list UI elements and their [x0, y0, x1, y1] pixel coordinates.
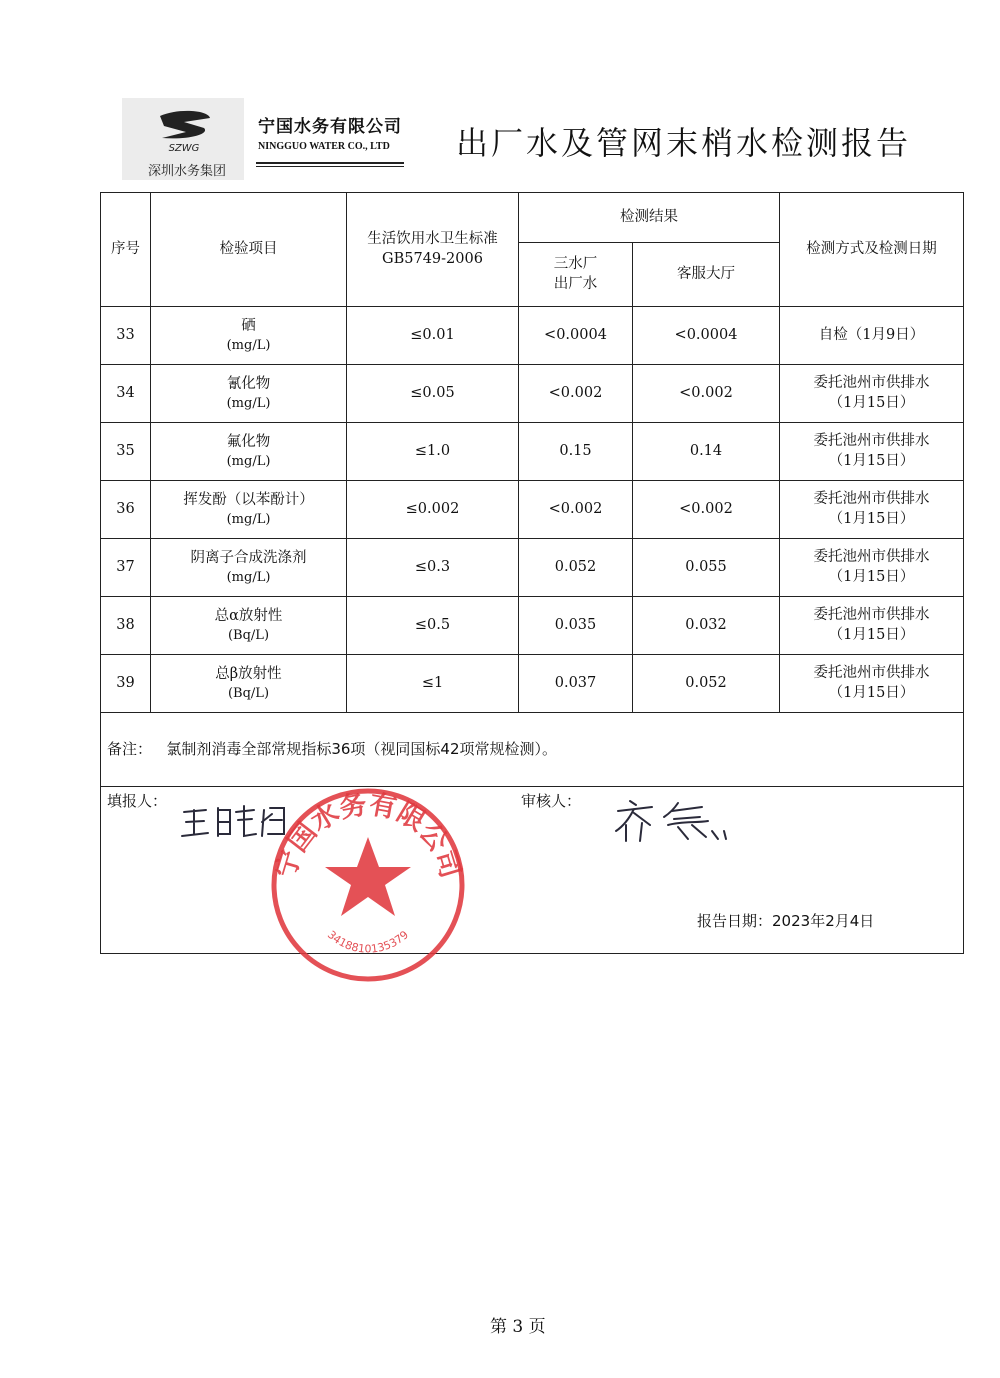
- company-logo: [150, 108, 218, 154]
- item-unit: (mg/L): [226, 337, 271, 353]
- row-item: [151, 539, 347, 597]
- row-plant: 0.035: [519, 597, 633, 655]
- header-no: 序号: [101, 193, 151, 307]
- method-line1: 委托池州市供排水: [813, 490, 930, 507]
- row-hall: 0.14: [633, 423, 780, 481]
- method-line1: 委托池州市供排水: [813, 664, 930, 681]
- method-line1: 委托池州市供排水: [813, 374, 930, 391]
- header-standard-code: GB5749-2006: [382, 250, 483, 267]
- company-name-cn: 宁国水务有限公司: [258, 117, 402, 137]
- header-plant-line1: 三水厂: [553, 255, 598, 272]
- row-no: 33: [101, 307, 151, 365]
- seal-text: 宁国水务有限公司: [270, 789, 466, 882]
- method-line1: 委托池州市供排水: [813, 548, 930, 565]
- row-no: 34: [101, 365, 151, 423]
- item-name: 氟化物: [226, 433, 271, 450]
- row-plant: 0.037: [519, 655, 633, 713]
- table-row: [101, 539, 964, 597]
- row-plant: 0.15: [519, 423, 633, 481]
- row-plant: 0.052: [519, 539, 633, 597]
- item-unit: (mg/L): [226, 569, 271, 585]
- logo-text: SZWG: [168, 143, 200, 154]
- company-name-en: NINGGUO WATER CO., LTD: [258, 141, 390, 152]
- company-underline: [256, 162, 404, 167]
- row-hall: 0.032: [633, 597, 780, 655]
- method-line2: （1月15日）: [828, 684, 915, 701]
- row-method: [780, 481, 964, 539]
- reviewer-label: 审核人：: [521, 792, 582, 810]
- filler-label: 填报人：: [107, 792, 168, 810]
- row-method: [780, 423, 964, 481]
- method-line1: 委托池州市供排水: [813, 606, 930, 623]
- row-plant: <0.002: [519, 365, 633, 423]
- row-no: 39: [101, 655, 151, 713]
- table-row: [101, 307, 964, 365]
- method-line2: （1月15日）: [828, 452, 915, 469]
- item-unit: (Bq/L): [227, 685, 270, 701]
- row-hall: 0.055: [633, 539, 780, 597]
- row-standard: ≤0.5: [347, 597, 519, 655]
- row-item: [151, 365, 347, 423]
- company-seal: [268, 785, 468, 985]
- report-date-value: 2023年2月4日: [772, 912, 875, 930]
- note-label: 备注：: [107, 740, 153, 759]
- table-row: [101, 597, 964, 655]
- row-item: [151, 481, 347, 539]
- row-standard: ≤1.0: [347, 423, 519, 481]
- row-plant: <0.002: [519, 481, 633, 539]
- row-plant: <0.0004: [519, 307, 633, 365]
- report-date: [697, 911, 874, 931]
- row-no: 35: [101, 423, 151, 481]
- method-line1: 委托池州市供排水: [813, 432, 930, 449]
- header-standard: [347, 193, 519, 307]
- row-item: [151, 597, 347, 655]
- row-no: 37: [101, 539, 151, 597]
- method-line2: （1月15日）: [828, 568, 915, 585]
- row-standard: ≤1: [347, 655, 519, 713]
- report-date-label: 报告日期：: [697, 912, 773, 930]
- row-method: [780, 307, 964, 365]
- table-row: [101, 655, 964, 713]
- row-item: [151, 423, 347, 481]
- note-text: 氯制剂消毒全部常规指标36项（视同国标42项常规检测）。: [166, 740, 558, 759]
- row-hall: <0.0004: [633, 307, 780, 365]
- method-line1: 自检（1月9日）: [818, 326, 925, 343]
- row-standard: ≤0.01: [347, 307, 519, 365]
- row-standard: ≤0.05: [347, 365, 519, 423]
- row-method: [780, 539, 964, 597]
- header-method: 检测方式及检测日期: [780, 193, 964, 307]
- note-cell: [101, 713, 964, 787]
- report-title: 出厂水及管网末梢水检测报告: [456, 124, 912, 162]
- row-method: [780, 365, 964, 423]
- row-hall: <0.002: [633, 481, 780, 539]
- header-plant: [519, 243, 633, 307]
- logo-subtitle: 深圳水务集团: [148, 164, 227, 179]
- header-item: 检验项目: [151, 193, 347, 307]
- item-unit: (mg/L): [226, 395, 271, 411]
- item-name: 总α放射性: [214, 607, 283, 624]
- header-hall: 客服大厅: [633, 243, 780, 307]
- row-standard: ≤0.3: [347, 539, 519, 597]
- row-no: 38: [101, 597, 151, 655]
- row-standard: ≤0.002: [347, 481, 519, 539]
- item-name: 硒: [241, 317, 256, 334]
- item-name: 总β放射性: [215, 665, 282, 682]
- row-no: 36: [101, 481, 151, 539]
- table-row: [101, 481, 964, 539]
- method-line2: （1月15日）: [828, 510, 915, 527]
- item-unit: (Bq/L): [227, 627, 270, 643]
- seal-star-icon: [325, 837, 411, 916]
- item-unit: (mg/L): [226, 511, 271, 527]
- seal-code: 3418810135379: [324, 928, 412, 956]
- method-line2: （1月15日）: [828, 394, 915, 411]
- reviewer-signature: [612, 795, 742, 845]
- row-method: [780, 655, 964, 713]
- row-method: [780, 597, 964, 655]
- svg-text:3418810135379: [325, 928, 411, 955]
- item-name: 阴离子合成洗涤剂: [190, 549, 307, 566]
- row-item: [151, 307, 347, 365]
- row-hall: 0.052: [633, 655, 780, 713]
- page-number: 第 3 页: [490, 1317, 546, 1337]
- row-item: [151, 655, 347, 713]
- note-row: [101, 713, 964, 787]
- row-hall: <0.002: [633, 365, 780, 423]
- item-name: 挥发酚（以苯酚计）: [183, 491, 314, 508]
- header-standard-title: 生活饮用水卫生标准: [367, 230, 498, 247]
- table-row: [101, 423, 964, 481]
- header-plant-line2: 出厂水: [553, 275, 598, 292]
- table-row: [101, 365, 964, 423]
- method-line2: （1月15日）: [828, 626, 915, 643]
- item-name: 氰化物: [226, 375, 271, 392]
- item-unit: (mg/L): [226, 453, 271, 469]
- header-results: 检测结果: [519, 193, 780, 243]
